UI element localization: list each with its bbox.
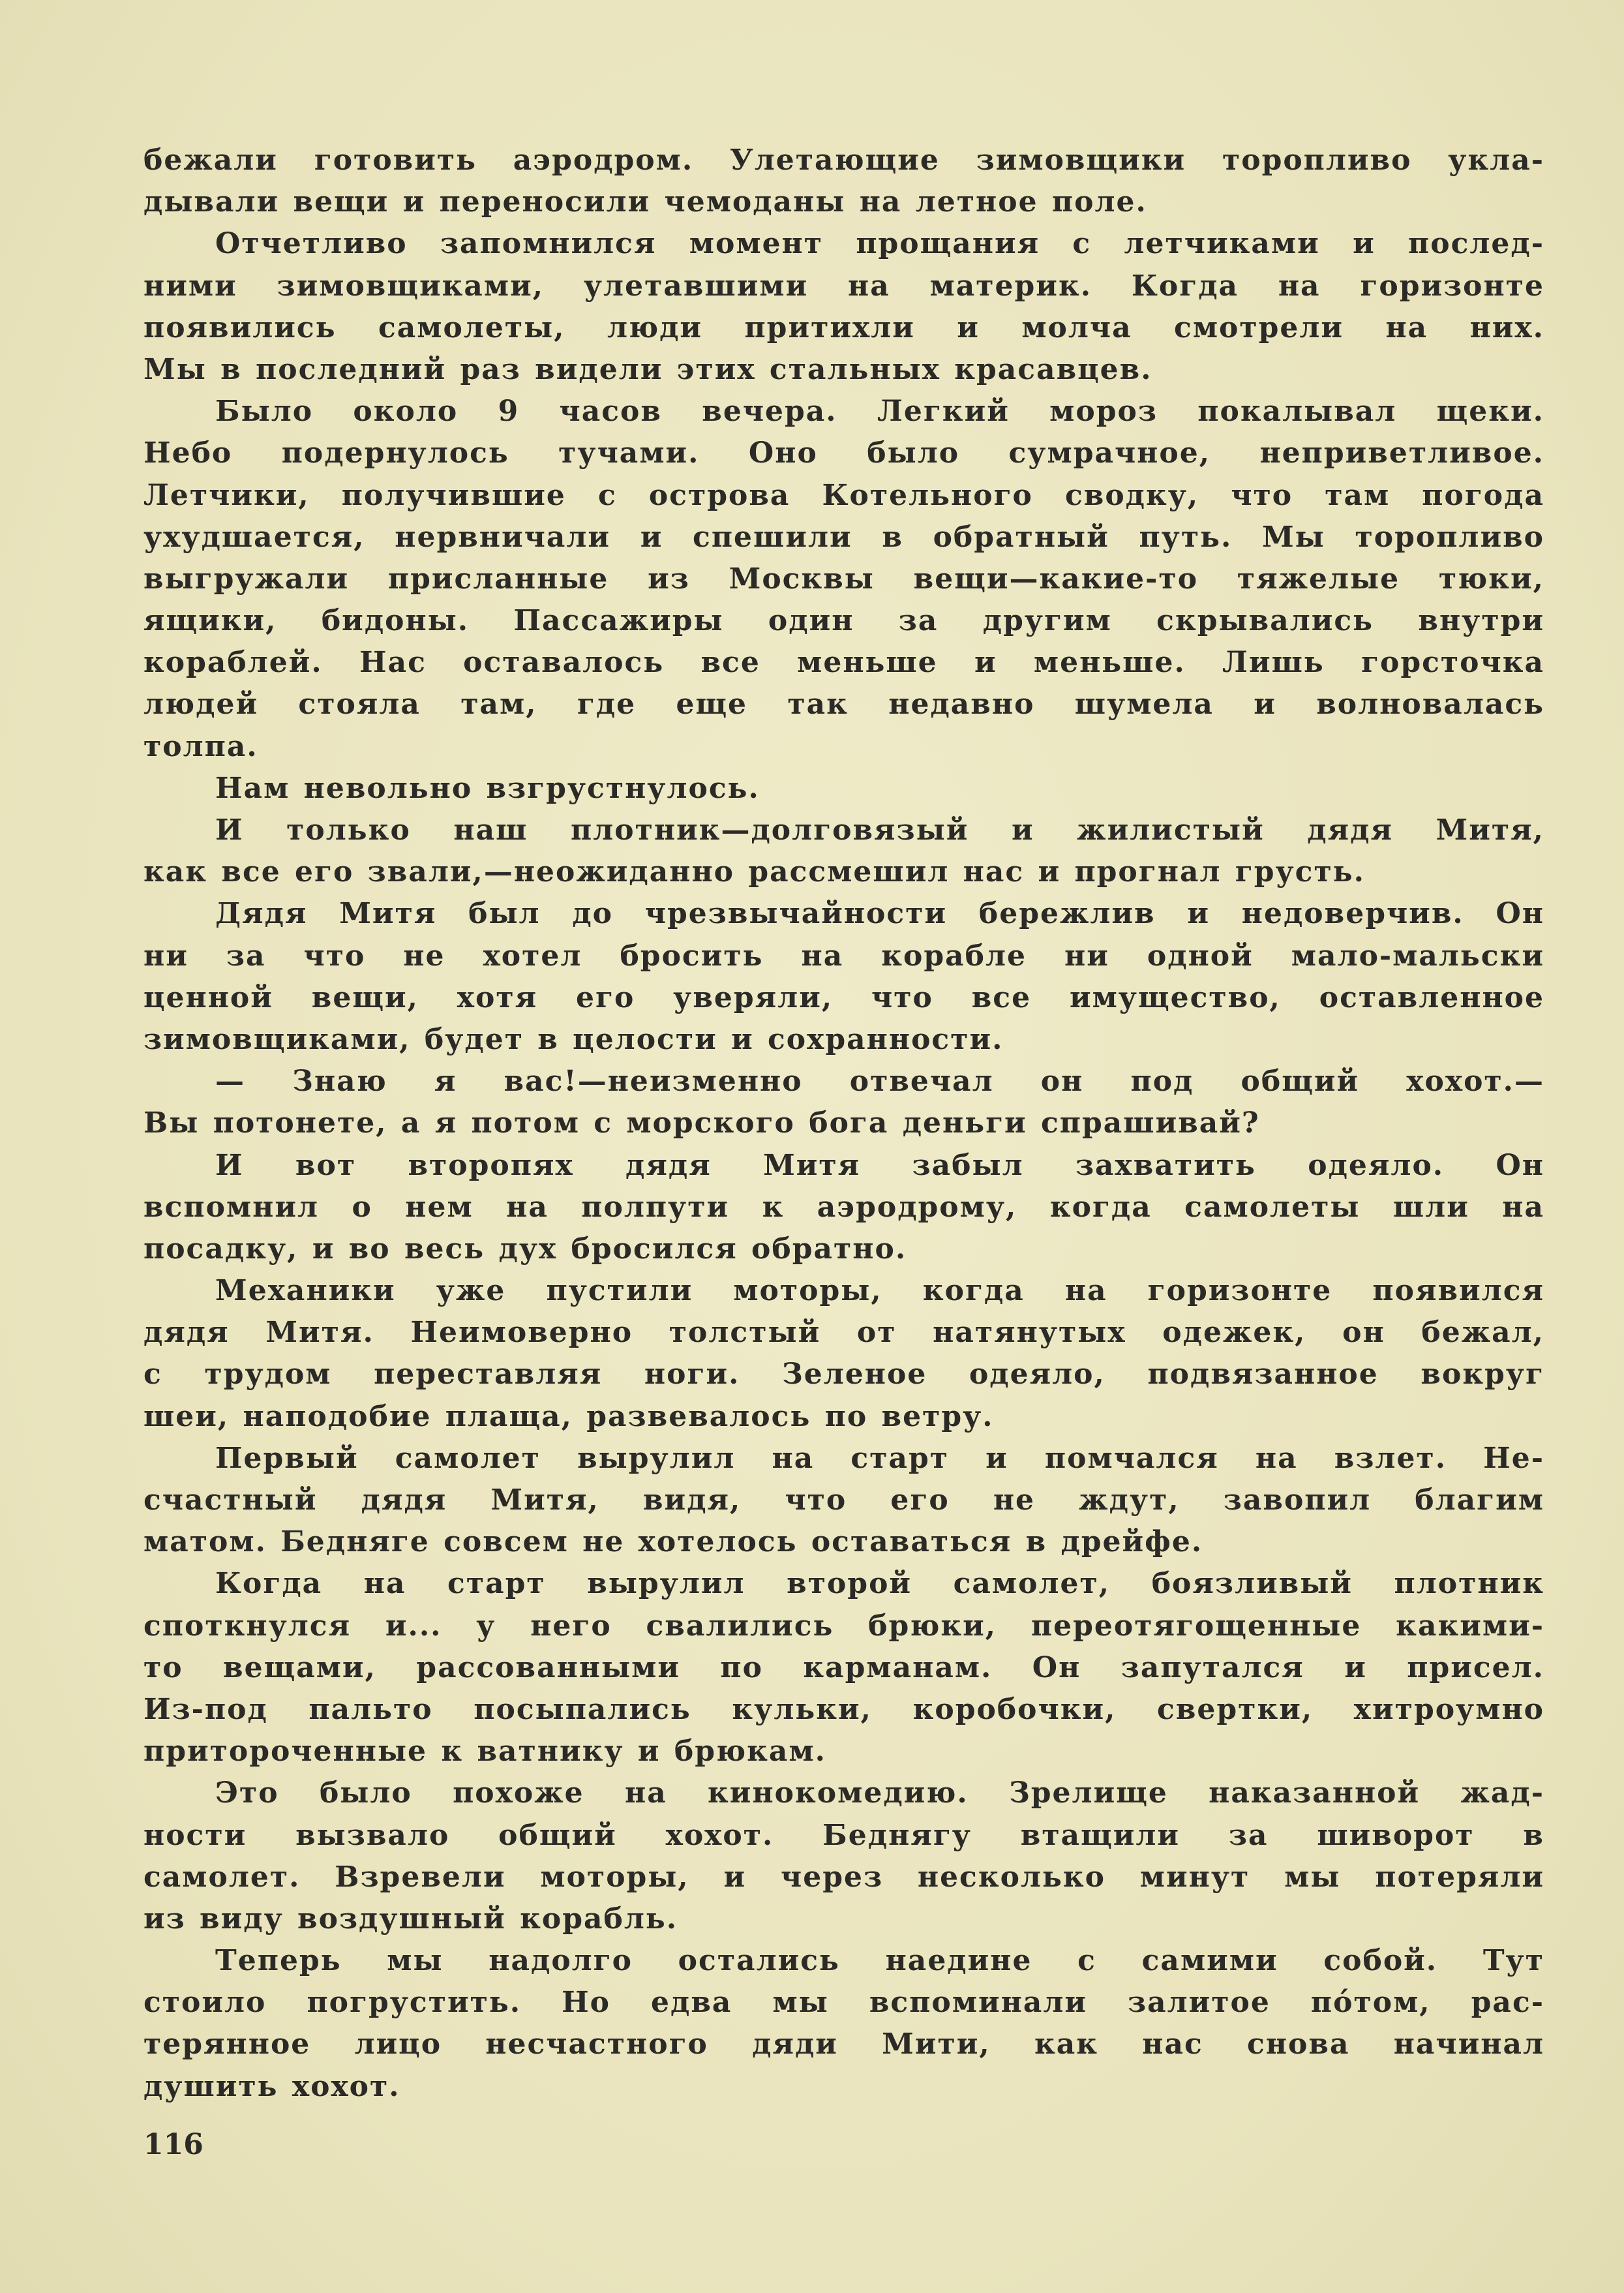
text-line: Было около 9 часов вечера. Легкий мороз покалывал щеки. <box>215 395 1544 429</box>
paragraph <box>143 391 1544 768</box>
text-line: ности вызвало общий хохот. Беднягу втащили за шиворот в <box>143 1818 1544 1852</box>
text-line: ценной вещи, хотя его уверяли, что все имущество, оставленное <box>143 980 1544 1014</box>
text-line: Мы в последний раз видели этих стальных красавцев. <box>143 352 1152 386</box>
text-line: душить хохот. <box>143 2069 400 2103</box>
text-line: людей стояла там, где еще так недавно шумела и волновалась <box>143 688 1544 721</box>
book-page-body <box>143 140 1544 2108</box>
text-line: Дядя Митя был до чрезвычайности бережлив и недоверчив. Он <box>215 897 1544 931</box>
paragraph <box>143 1270 1544 1438</box>
text-line: самолет. Взревели моторы, и через несколько минут мы потеряли <box>143 1860 1544 1894</box>
text-line: дывали вещи и переносили чемоданы на летное поле. <box>143 185 1147 219</box>
text-line: с трудом переставляя ноги. Зеленое одеяло, подвязанное вокруг <box>143 1358 1544 1391</box>
text-line: стоило погрустить. Но едва мы вспоминали залитое пóтом, рас- <box>143 1986 1544 2020</box>
text-line: дядя Митя. Неимоверно толстый от натянутых одежек, он бежал, <box>143 1316 1544 1350</box>
paragraph <box>143 1940 1544 2108</box>
text-line: толпа. <box>143 729 258 763</box>
text-line: терянное лицо несчастного дяди Мити, как нас снова начинал <box>143 2027 1544 2061</box>
text-line: шеи, наподобие плаща, развевалось по ветру. <box>143 1399 994 1433</box>
text-line: Нам невольно взгрустнулось. <box>215 771 760 805</box>
text-line: посадку, и во весь дух бросился обратно. <box>143 1232 907 1266</box>
text-line: кораблей. Нас оставалось все меньше и меньше. Лишь горсточка <box>143 646 1544 680</box>
paragraph <box>143 768 1544 810</box>
paragraph <box>143 1145 1544 1271</box>
text-line: как все его звали,—неожиданно рассмешил нас и прогнал грусть. <box>143 855 1365 889</box>
paragraph <box>143 140 1544 223</box>
text-line: выгружали присланные из Москвы вещи—какие-то тяжелые тюки, <box>143 562 1544 596</box>
text-line: зимовщиками, будет в целости и сохранности. <box>143 1022 1004 1056</box>
text-line: Отчетливо запомнился момент прощания с летчиками и послед- <box>215 227 1544 261</box>
text-line: матом. Бедняге совсем не хотелось оставаться в дрейфе. <box>143 1525 1203 1559</box>
text-line: то вещами, рассованными по карманам. Он запутался и присел. <box>143 1650 1544 1684</box>
paragraph <box>143 1438 1544 1564</box>
text-line: Теперь мы надолго остались наедине с самими собой. Тут <box>215 1944 1544 1978</box>
paragraph <box>143 810 1544 893</box>
text-line: ни за что не хотел бросить на корабле ни одной мало-мальски <box>143 939 1544 973</box>
text-line: вспомнил о нем на полпути к аэродрому, когда самолеты шли на <box>143 1190 1544 1224</box>
paragraph <box>143 893 1544 1061</box>
text-line: из виду воздушный корабль. <box>143 1902 678 1936</box>
text-line: ними зимовщиками, улетавшими на материк. Когда на горизонте <box>143 269 1544 303</box>
text-line: ухудшается, нервничали и спешили в обратный путь. Мы торопливо <box>143 520 1544 554</box>
text-line: счастный дядя Митя, видя, что его не ждут, завопил благим <box>143 1483 1544 1517</box>
text-line: И только наш плотник—долговязый и жилистый дядя Митя, <box>215 813 1544 847</box>
paragraph <box>143 1061 1544 1144</box>
text-line: Это было похоже на кинокомедию. Зрелище наказанной жад- <box>215 1776 1544 1810</box>
text-line: притороченные к ватнику и брюкам. <box>143 1735 826 1769</box>
text-line: Вы потонете, а я потом с морского бога деньги спрашивай? <box>143 1106 1260 1140</box>
text-line: И вот второпях дядя Митя забыл захватить одеяло. Он <box>215 1148 1544 1182</box>
text-line: Из-под пальто посыпались кульки, коробочки, свертки, хитроумно <box>143 1692 1544 1726</box>
text-line: Механики уже пустили моторы, когда на горизонте появился <box>215 1274 1544 1308</box>
text-line: споткнулся и... у него свалились брюки, переотягощенные какими- <box>143 1609 1544 1643</box>
paragraph <box>143 1772 1544 1940</box>
text-line: Летчики, получившие с острова Котельного сводку, что там погода <box>143 478 1544 512</box>
paragraph <box>143 1563 1544 1772</box>
text-line: — Знаю я вас!—неизменно отвечал он под общий хохот.— <box>215 1065 1544 1099</box>
page-number: 116 <box>143 2128 203 2161</box>
text-line: бежали готовить аэродром. Улетающие зимовщики торопливо укла- <box>143 144 1544 177</box>
text-line: Когда на старт вырулил второй самолет, боязливый плотник <box>215 1567 1544 1601</box>
paragraph <box>143 223 1544 391</box>
text-line: появились самолеты, люди притихли и молча смотрели на них. <box>143 311 1544 344</box>
text-line: Первый самолет вырулил на старт и помчался на взлет. Не- <box>215 1441 1544 1475</box>
text-line: ящики, бидоны. Пассажиры один за другим скрывались внутри <box>143 604 1544 638</box>
text-line: Небо подернулось тучами. Оно было сумрачное, неприветливое. <box>143 436 1544 470</box>
